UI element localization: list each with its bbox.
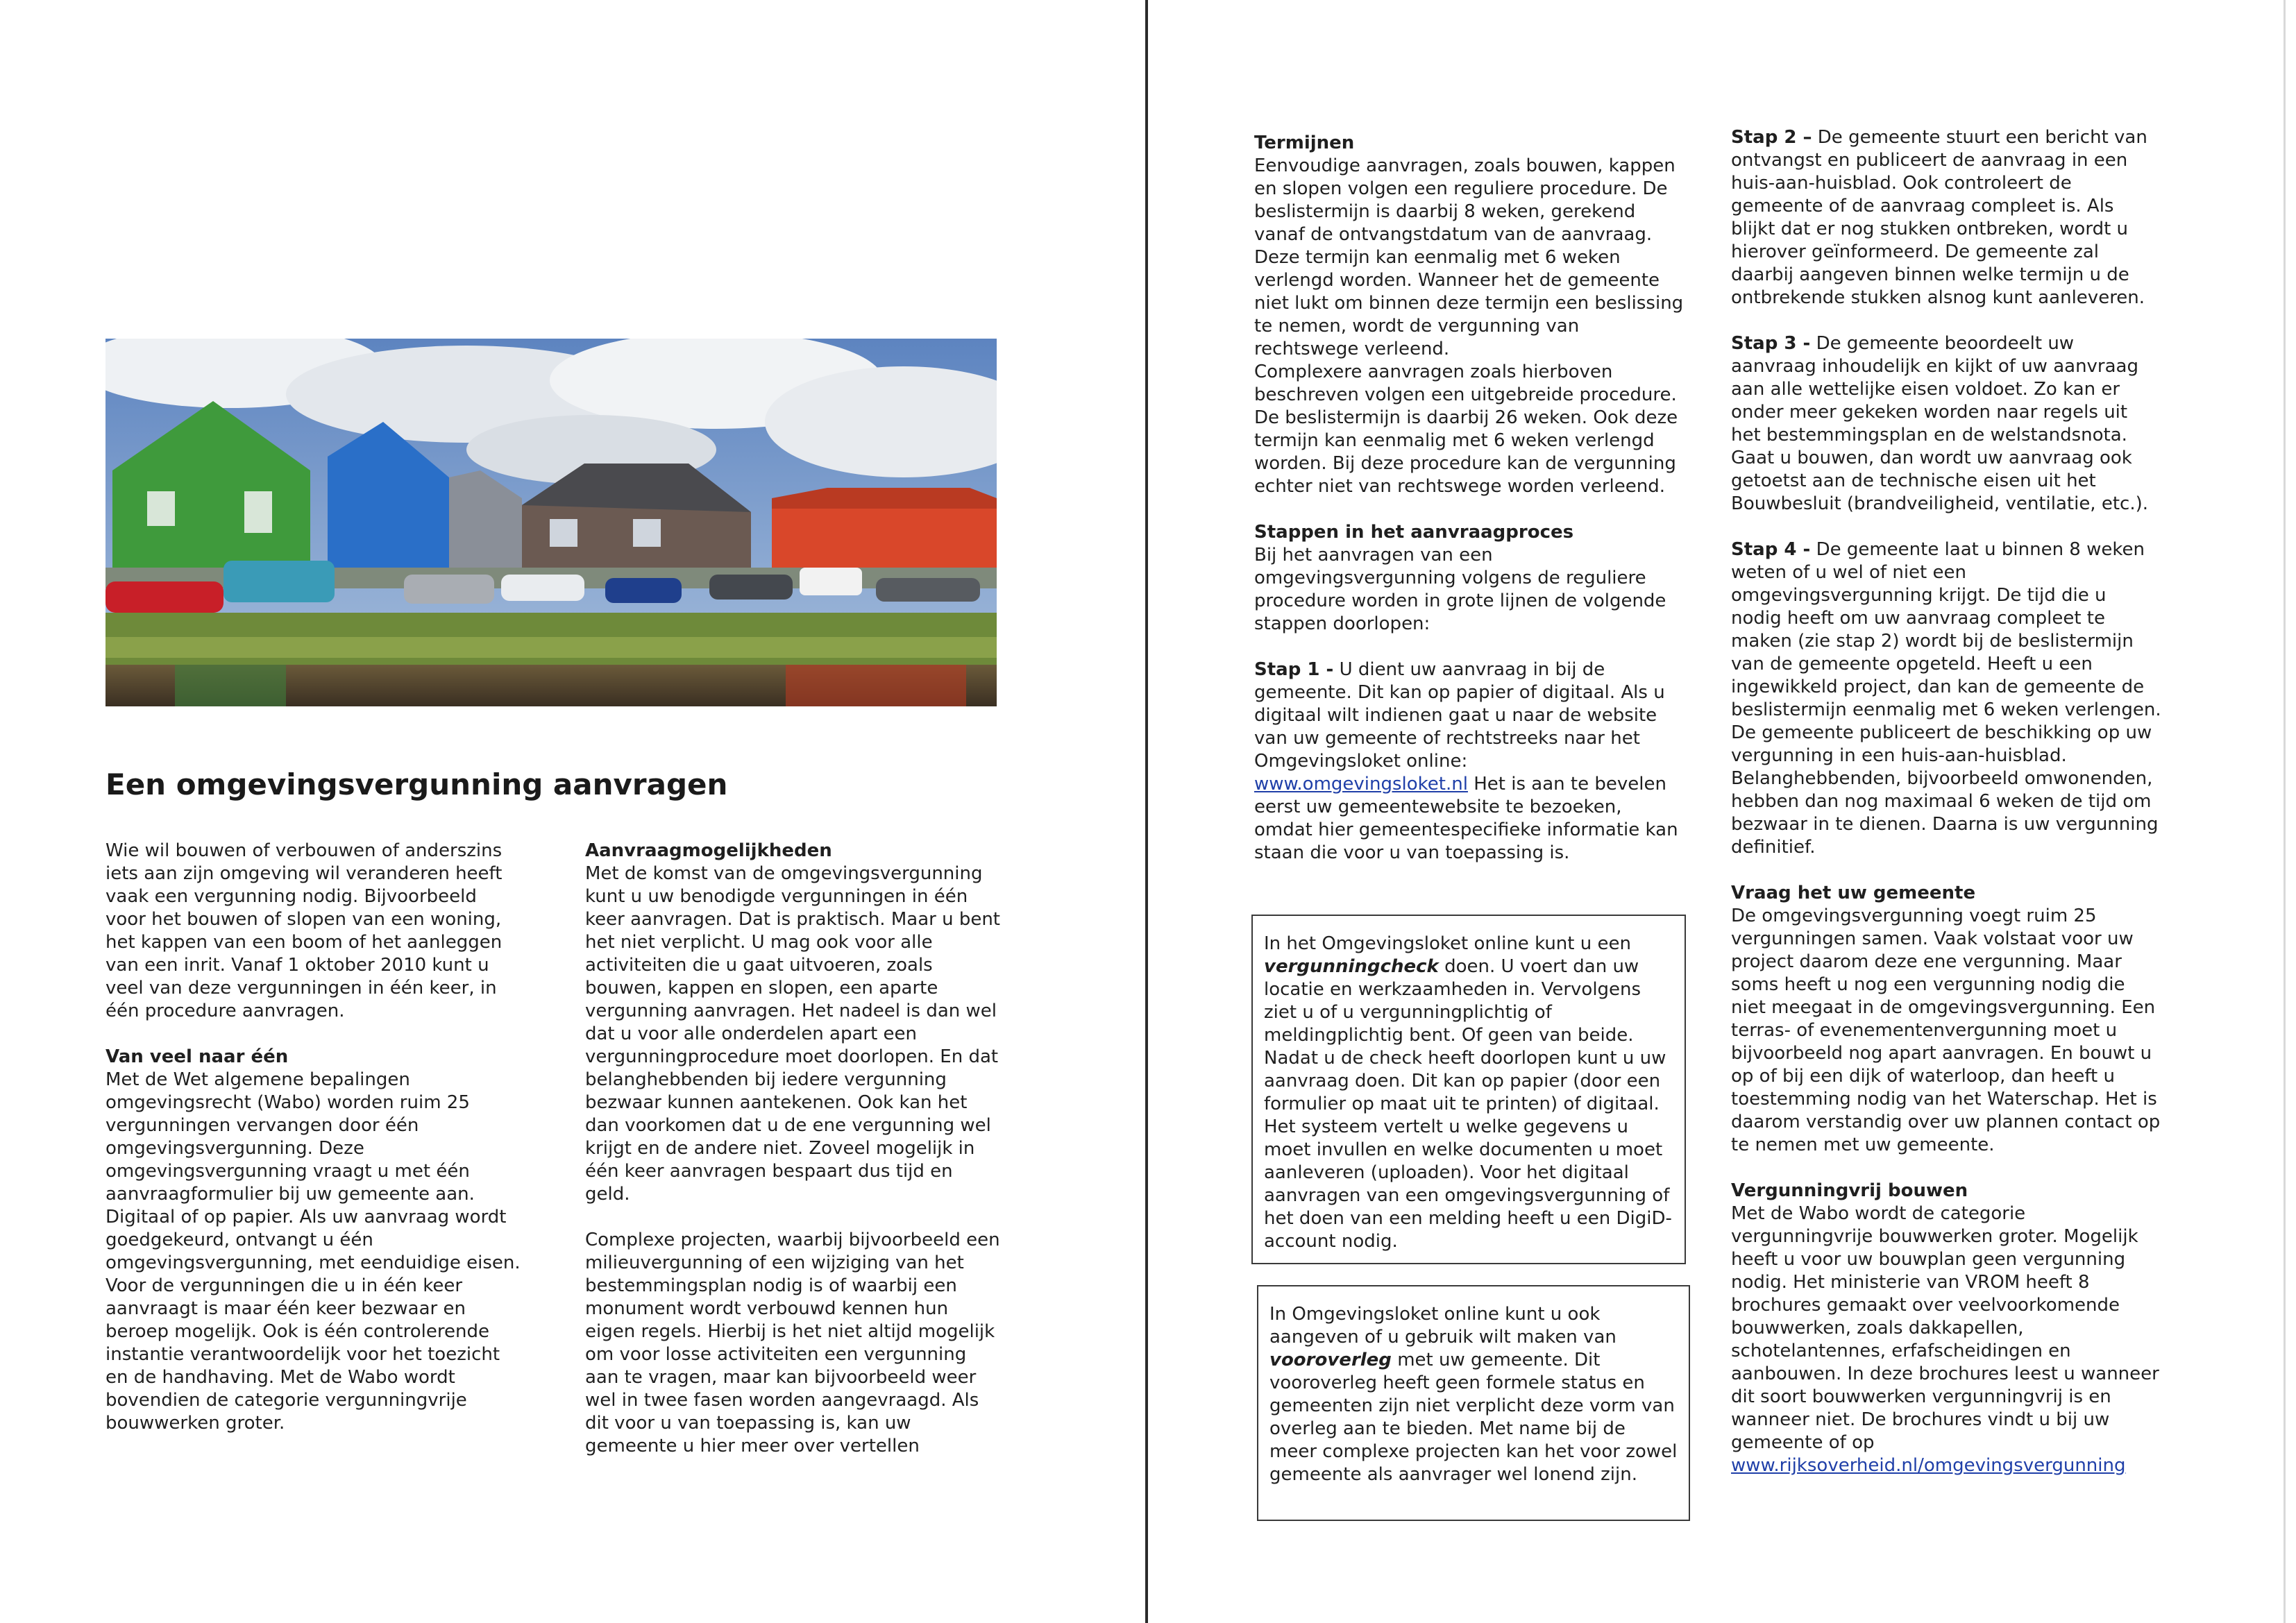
section-text-termijnen: Eenvoudige aanvragen, zoals bouwen, kappen en slopen volgen een reguliere procedure. De beslistermijn is daarbij 8 weken, gerekend vanaf de ontvangstdatum van de aanvraag. Deze termijn kan eenmalig met 6 weken verlengd worden. Wanneer het de gemeente niet lukt om binnen deze termijn een beslissing te nemen, wordt de vergunning van rechtswege verleend. [1254,155,1684,359]
stap-2-label: Stap 2 – [1731,127,1812,148]
stap-1-text: U dient uw aanvraag in bij de gemeente. Dit kan op papier of digitaal. Als u digitaal wilt indienen gaat u naar de website van uw gemeente of rechtstreeks naar het Omgevingsloket online: [1254,659,1665,772]
stap-1-text-2: Het is aan te bevelen eerst uw gemeentewebsite te bezoeken, omdat hier gemeentespecifieke informatie kan staan die voor u van toepassing is. [1254,774,1678,863]
section-text-van-veel-naar-een: Met de Wet algemene bepalingen omgevingsrecht (Wabo) worden ruim 25 vergunningen vervangen door één omgevingsvergunning. Deze omgevingsvergunning vraagt u met één aanvraagformulier bij uw gemeente aan. Digitaal of op papier. Als uw aanvraag wordt goedgekeurd, ontvangt u één omgevingsvergunning, met eenduidige eisen. Voor de vergunningen die u in één keer aanvraagt is maar één keer bezwaar en beroep mogelijk. Ook is één controlerende instantie verantwoordelijk voor het toezicht en de handhaving. Met de Wabo wordt bovendien de categorie vergunningvrije bouwwerken groter. [105,1069,521,1434]
stap-2-text: De gemeente stuurt een bericht van ontvangst en publiceert de aanvraag in een huis-aan-huisblad. Ook controleert de gemeente of de aanvraag compleet is. Als blijkt dat er nog stukken ontbreken, wordt u hierover geïnformeerd. De gemeente zal daarbij aangeven binnen welke termijn u de ontbrekende stukken alsnog kunt aanleveren. [1731,127,2147,308]
box-2-text-a: In Omgevingsloket online kunt u ook aangeven of u gebruik wilt maken van [1269,1304,1617,1348]
page-edge [2284,0,2286,1623]
box-2-text-b: met uw gemeente. Dit vooroverleg heeft geen formele status en gemeenten zijn niet verplicht deze vorm van overleg aan te bieden. Met name bij de meer complexe projecten kan het voor zowel gemeente als aanvrager wel lonend zijn. [1269,1350,1678,1485]
vooroverleg-box [1257,1285,1690,1521]
section-text-termijnen-2: Complexere aanvragen zoals hierboven beschreven volgen een uitgebreide procedure. De beslistermijn is daarbij 26 weken. Ook deze termijn kan eenmalig met 6 weken verlengd worden. Bij deze procedure kan de vergunning echter niet van rechtswege worden verleend. [1254,362,1678,497]
box-1-text-a: In het Omgevingsloket online kunt u een [1264,933,1631,954]
section-text-vergunningvrij [1731,1203,2161,1477]
intro-paragraph: Wie wil bouwen of verbouwen of anderszins iets aan zijn omgeving wil veranderen heeft vaak een vergunning nodig. Bijvoorbeeld voor het bouwen of slopen van een woning, het kappen van een boom of het aanleggen van een inrit. Vanaf 1 oktober 2010 kunt u veel van deze vergunningen in één keer, in één procedure aanvragen. [105,840,503,1021]
section-heading-vraag: Vraag het uw gemeente [1731,883,1976,903]
stap-4-paragraph [1731,538,2161,859]
page-title: Een omgevingsvergunning aanvragen [105,767,728,801]
stap-3-text: De gemeente beoordeelt uw aanvraag inhoudelijk en kijkt of uw aanvraag aan alle wettelijke eisen voldoet. Zo kan er onder meer gekeken worden naar regels uit het bestemmingsplan en de welstandsnota. Gaat u bouwen, dan wordt uw aanvraag ook getoetst aan de technische eisen uit het Bouwbesluit (brandveiligheid, ventilatie, etc.). [1731,333,2148,514]
left-column-2 [585,840,1002,1481]
left-column-1 [105,840,522,1458]
section-heading-van-veel-naar-een: Van veel naar één [105,1046,289,1067]
section-text-aanvraagmogelijkheden: Met de komst van de omgevingsvergunning kunt u uw benodigde vergunningen in één keer aanvragen. Dat is praktisch. Maar u bent het niet verplicht. U mag ook voor alle activiteiten die u gaat uitvoeren, zoals bouwen, kappen en slopen, een aparte vergunning aanvragen. Het nadeel is dan wel dat u voor alle onderdelen apart een vergunningprocedure moet doorlopen. En dat belanghebbenden bij iedere vergunning bezwaar kunnen aantekenen. Ook kan het dan voorkomen dat u de ene vergunning wel krijgt en de andere niet. Zoveel mogelijk in één keer aanvragen bespaart dus tijd en geld. [585,863,1000,1205]
section-heading-termijnen: Termijnen [1254,133,1355,153]
section-text-complexe-projecten: Complexe projecten, waarbij bijvoorbeeld een milieuvergunning of een wijziging van het bestemmingsplan nodig is of waarbij een monument wordt verbouwd kennen hun eigen regels. Hierbij is het niet altijd mogelijk om voor losse activiteiten een vergunning aan te vragen, maar kan bijvoorbeeld weer wel in twee fasen worden aangevraagd. Als dit voor u van toepassing is, kan uw gemeente u hier meer over vertellen [585,1230,1000,1456]
box-1-emphasis: vergunningcheck [1264,956,1439,977]
section-heading-stappen: Stappen in het aanvraagproces [1254,522,1574,543]
omgevingsloket-link[interactable]: www.omgevingsloket.nl [1254,774,1468,794]
stap-1-paragraph [1254,658,1685,865]
section-text-stappen: Bij het aanvragen van een omgevingsvergunning volgens de reguliere procedure worden in grote lijnen de volgende stappen doorlopen: [1254,545,1666,634]
stap-4-label: Stap 4 - [1731,539,1811,560]
section-heading-aanvraagmogelijkheden: Aanvraagmogelijkheden [585,840,832,861]
stap-2-paragraph [1731,126,2161,309]
vergunningvrij-text: Met de Wabo wordt de categorie vergunningvrije bouwwerken groter. Mogelijk heeft u voor uw bouwplan geen vergunning nodig. Het ministerie van VROM heeft 8 brochures gemaakt over veelvoorkomende bouwwerken, zoals dakkapellen, schotelantennes, erfafscheidingen en aanbouwen. In deze brochures leest u wanneer dit soort bouwwerken vergunningvrij is en wanneer niet. De brochures vindt u bij uw gemeente of op [1731,1203,2159,1453]
stap-1-label: Stap 1 - [1254,659,1334,680]
box-1-text-b: doen. U voert dan uw locatie en werkzaamheden in. Vervolgens ziet u of u vergunningplichtig of meldingplichtig bent. Of geen van beide. Nadat u de check heeft doorlopen kunt u uw aanvraag doen. Dit kan op papier (door een formulier op maat uit te printen) of digitaal. Het systeem vertelt u welke gegevens u moet invullen en welke documenten u moet aanleveren (uploaden). Voor het digitaal aanvragen van een omgevingsvergunning of het doen van een melding heeft u een DigiD-account nodig. [1264,956,1672,1252]
rijksoverheid-link[interactable]: www.rijksoverheid.nl/omgevingsvergunning [1731,1455,2126,1476]
stap-4-text: De gemeente laat u binnen 8 weken weten of u wel of niet een omgevingsvergunning krijgt. De tijd die u nodig heeft om uw aanvraag compleet te maken (zie stap 2) wordt bij de beslistermijn van de gemeente opgeteld. Heeft u een ingewikkeld project, dan kan de gemeente de beslistermijn eenmalig met 6 weken verlengen. De gemeente publiceert de beschikking op uw vergunning in een huis-aan-huisblad. Belanghebbenden, bijvoorbeeld omwonenden, hebben dan nog maximaal 6 weken de tijd om bezwaar in te dienen. Daarna is uw vergunning definitief. [1731,539,2161,858]
stap-3-label: Stap 3 - [1731,333,1811,354]
right-column-1 [1254,132,1685,887]
section-heading-vergunningvrij: Vergunningvrij bouwen [1731,1180,1968,1201]
stap-3-paragraph [1731,332,2161,516]
right-column-2 [1731,126,2161,1500]
box-2-emphasis: vooroverleg [1269,1350,1392,1370]
section-text-vraag: De omgevingsvergunning voegt ruim 25 vergunningen samen. Vaak volstaat voor uw project daarom deze ene vergunning. Maar soms heeft u nog een vergunning nodig die niet meegaat in de omgevingsvergunning. Een terras- of evenementenvergunning moet u bijvoorbeeld nog apart aanvragen. En bouwt u op of bij een dijk of waterloop, dan heeft u toestemming nodig van het Waterschap. Het is daarom verstandig over uw plannen contact op te nemen met uw gemeente. [1731,906,2161,1155]
vergunningcheck-box [1251,915,1686,1264]
houses-photo [105,339,997,706]
